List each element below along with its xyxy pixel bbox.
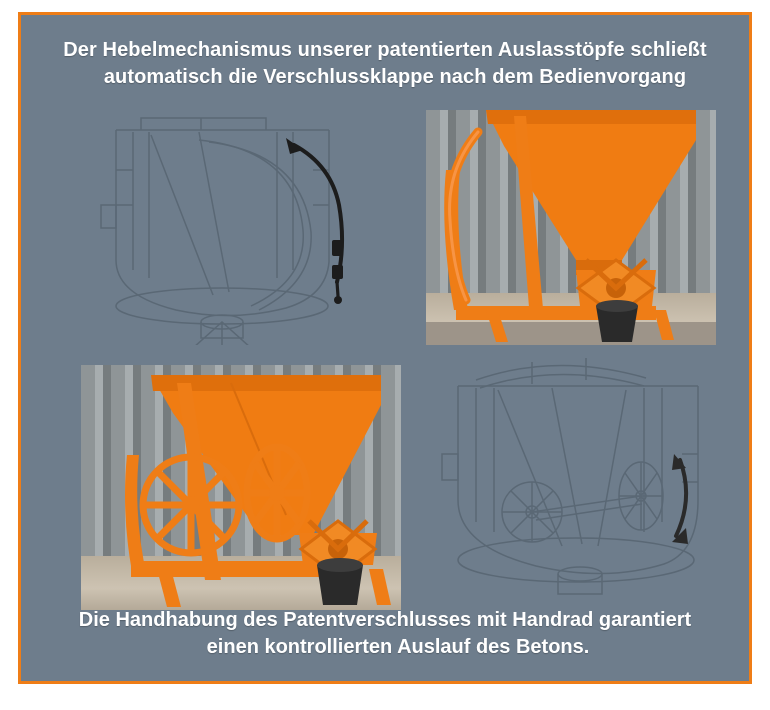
panel-bottom-left-photo (81, 365, 401, 610)
skip-lever-drawing (81, 110, 391, 345)
poster (18, 12, 752, 684)
headline (21, 37, 749, 91)
arrow-head-icon (286, 138, 303, 154)
headline-line-1: Der Hebelmechanismus unserer patentierten Auslasstöpfe schließt (63, 39, 707, 61)
panel-bottom-right-drawing (436, 350, 726, 610)
panel-top-left-drawing (81, 110, 391, 345)
footline (21, 607, 749, 661)
footline-line-2: einen kontrollierten Auslauf des Betons. (206, 636, 590, 658)
panel-top-right-photo (426, 110, 716, 345)
concrete-bucket-photo-illustration (426, 110, 716, 345)
rotation-arrow-icon-2 (672, 454, 686, 470)
footline-line-1: Die Handhabung des Patentverschlusses mit Handrad garantiert (78, 609, 692, 631)
handwheel-drawing (436, 350, 726, 610)
handwheel-bucket-photo-illustration (81, 365, 401, 610)
headline-line-2: automatisch die Verschlussklappe nach dem Bedienvorgang (103, 66, 687, 88)
